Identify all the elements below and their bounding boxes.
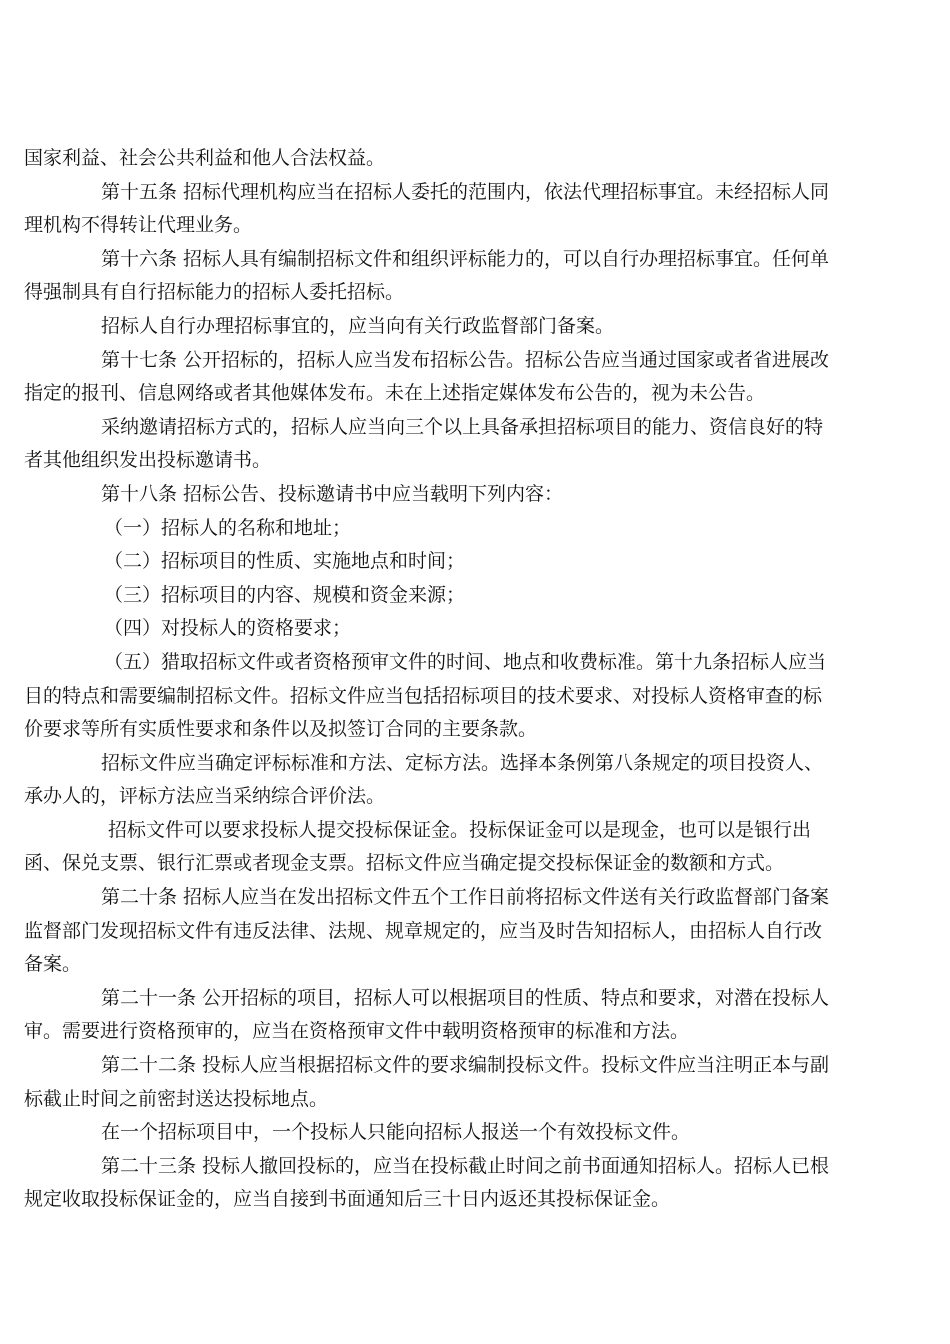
list-item: （三）招标项目的内容、规模和资金来源； bbox=[104, 583, 466, 606]
article-23-line: 第二十三条 投标人撤回投标的，应当在投标截止时间之前书面通知招标人。招标人已根 bbox=[101, 1154, 830, 1177]
list-item: （五）猎取招标文件或者资格预审文件的时间、地点和收费标准。第十九条招标人应当 bbox=[104, 650, 827, 673]
article-16-line: 第十六条 招标人具有编制招标文件和组织评标能力的，可以自行办理招标事宜。任何单 bbox=[101, 247, 830, 270]
article-20-line: 第二十条 招标人应当在发出招标文件五个工作日前将招标文件送有关行政监督部门备案 bbox=[101, 886, 830, 909]
text-line: 审。需要进行资格预审的，应当在资格预审文件中载明资格预审的标准和方法。 bbox=[24, 1020, 690, 1043]
text-line: 理机构不得转让代理业务。 bbox=[24, 214, 253, 237]
list-item: （一）招标人的名称和地址； bbox=[104, 516, 352, 539]
text-line: 标截止时间之前密封送达投标地点。 bbox=[24, 1087, 329, 1110]
text-line: 备案。 bbox=[24, 953, 82, 976]
text-line: 监督部门发现招标文件有违反法律、法规、规章规定的，应当及时告知招标人，由招标人自行改 bbox=[24, 919, 823, 942]
text-line: 函、保兑支票、银行汇票或者现金支票。招标文件应当确定提交投标保证金的数额和方式。 bbox=[24, 852, 785, 875]
text-line: 得强制具有自行招标能力的招标人委托招标。 bbox=[24, 281, 405, 304]
article-22-line: 第二十二条 投标人应当根据招标文件的要求编制投标文件。投标文件应当注明正本与副 bbox=[101, 1054, 830, 1077]
article-17-line: 第十七条 公开招标的，招标人应当发布招标公告。招标公告应当通过国家或者省进展改 bbox=[101, 348, 830, 371]
text-line: 规定收取投标保证金的，应当自接到书面通知后三十日内返还其投标保证金。 bbox=[24, 1188, 671, 1211]
text-line: 目的特点和需要编制招标文件。招标文件应当包括招标项目的技术要求、对投标人资格审查的标 bbox=[24, 684, 823, 707]
paragraph-line: 招标文件可以要求投标人提交投标保证金。投标保证金可以是现金，也可以是银行出 bbox=[108, 818, 812, 841]
article-18-line: 第十八条 招标公告、投标邀请书中应当载明下列内容： bbox=[101, 482, 564, 505]
paragraph-line: 招标人自行办理招标事宜的，应当向有关行政监督部门备案。 bbox=[101, 314, 615, 337]
text-line: 价要求等所有实质性要求和条件以及拟签订合同的主要条款。 bbox=[24, 718, 538, 741]
article-15-line: 第十五条 招标代理机构应当在招标人委托的范围内，依法代理招标事宜。未经招标人同 bbox=[101, 180, 830, 203]
list-item: （四）对投标人的资格要求； bbox=[104, 617, 352, 640]
list-item: （二）招标项目的性质、实施地点和时间； bbox=[104, 550, 466, 573]
text-line: 国家利益、社会公共利益和他人合法权益。 bbox=[24, 147, 386, 169]
text-line: 承办人的，评标方法应当采纳综合评价法。 bbox=[24, 785, 386, 808]
document-body bbox=[24, 142, 950, 1217]
text-line: 者其他组织发出投标邀请书。 bbox=[24, 449, 272, 472]
text-line: 指定的报刊、信息网络或者其他媒体发布。未在上述指定媒体发布公告的，视为未公告。 bbox=[24, 382, 766, 405]
paragraph-line: 在一个招标项目中，一个投标人只能向招标人报送一个有效投标文件。 bbox=[101, 1121, 691, 1144]
article-21-line: 第二十一条 公开招标的项目，招标人可以根据项目的性质、特点和要求，对潜在投标人 bbox=[101, 986, 830, 1009]
paragraph-line: 招标文件应当确定评标标准和方法、定标方法。选择本条例第八条规定的项目投资人、 bbox=[101, 751, 824, 774]
paragraph-line: 采纳邀请招标方式的，招标人应当向三个以上具备承担招标项目的能力、资信良好的特 bbox=[101, 415, 824, 438]
